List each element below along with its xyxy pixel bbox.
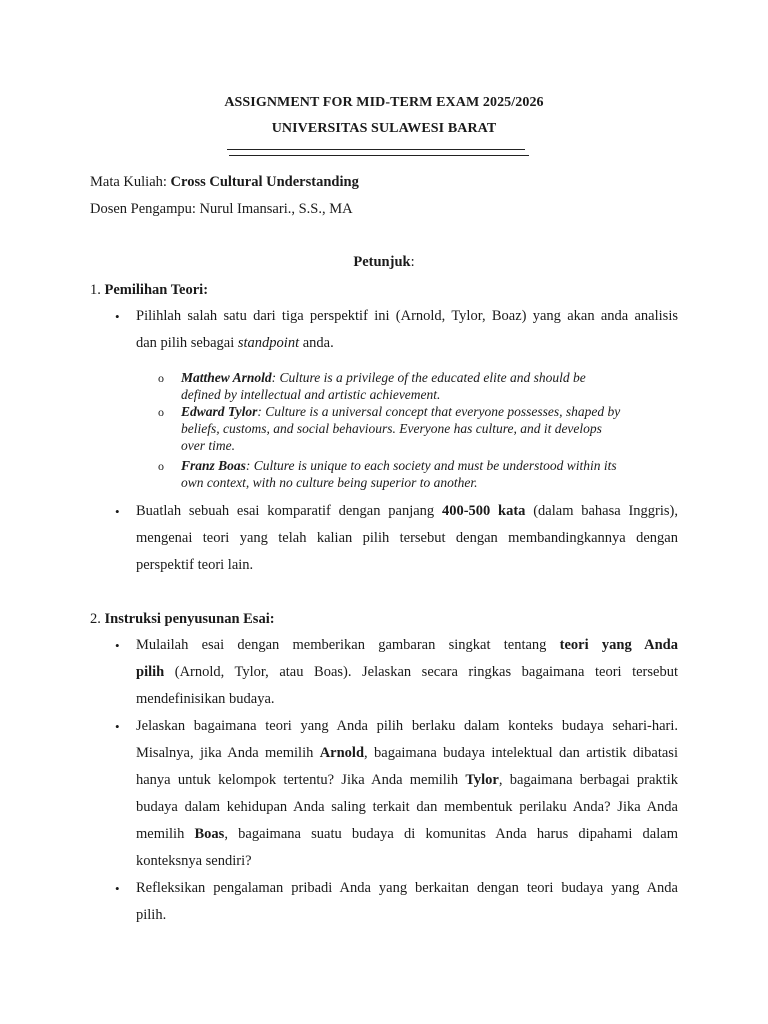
bullet-icon: • [115, 638, 120, 653]
lecturer-line: Dosen Pengampu: Nurul Imansari., S.S., MA [90, 201, 353, 217]
sub-bullet-icon: o [158, 371, 164, 385]
course-name: Cross Cultural Understanding [170, 174, 359, 190]
section-2-title: Instruksi penyusunan Esai: [104, 611, 275, 627]
title-divider-top [227, 149, 525, 150]
list-item: Refleksikan pengalaman pribadi Anda yang berkaitan dengan teori budaya yang Anda pilih. [136, 880, 678, 923]
section-1-title: Pemilihan Teori: [104, 282, 209, 298]
theory-tylor: Edward Tylor: Culture is a universal concept that everyone possesses, shaped by beliefs, customs, and social behaviours. Everyone has culture, and it develops over time. [181, 404, 621, 453]
theory-arnold: Matthew Arnold: Culture is a privilege of the educated elite and should be defined by intellectual and artistic achievement. [181, 370, 586, 402]
section-1-number: 1. [90, 282, 105, 298]
course-label: Mata Kuliah: [90, 174, 171, 190]
sub-bullet-icon: o [158, 405, 164, 419]
list-item: Buatlah sebuah esai komparatif dengan panjang 400-500 kata (dalam bahasa Inggris), mengenai teori yang telah kalian pilih tersebut dengan membandingkannya dengan perspektif teori lain. [136, 503, 678, 573]
theory-boas: Franz Boas: Culture is unique to each society and must be understood within its own context, with no culture being superior to another. [181, 458, 617, 490]
bullet-icon: • [115, 719, 120, 734]
course-line [90, 174, 359, 191]
bullet-icon: • [115, 504, 120, 519]
bullet-icon: • [115, 309, 120, 324]
university-name: UNIVERSITAS SULAWESI BARAT [271, 121, 497, 136]
sub-bullet-icon: o [158, 459, 164, 473]
title-divider-bottom [229, 155, 529, 156]
instructions-heading: Petunjuk: [353, 254, 415, 270]
section-2-number: 2. [90, 611, 105, 627]
section-2-heading [90, 611, 275, 628]
list-item: Mulailah esai dengan memberikan gambaran singkat tentang teori yang Anda pilih (Arnold, Tylor, atau Boas). Jelaskan secara ringkas bagaimana teori tersebut mendefinisikan budaya. [136, 637, 679, 707]
document-title: ASSIGNMENT FOR MID-TERM EXAM 2025/2026 [224, 95, 544, 110]
section-1-heading [90, 282, 208, 299]
list-item: Jelaskan bagaimana teori yang Anda pilih berlaku dalam konteks budaya sehari-hari. Misalnya, jika Anda memilih Arnold, bagaimana budaya intelektual dan artistik dibatasi hanya untuk kelompok tertentu? Jika Anda memilih Tylor, bagaimana berbagai praktik budaya dalam kehidupan Anda saling terkait dan membentuk perilaku Anda? Jika Anda memilih Boas, bagaimana suatu budaya di komunitas Anda harus dipahami dalam konteksnya sendiri? [136, 718, 678, 869]
list-item: Pilihlah salah satu dari tiga perspektif ini (Arnold, Tylor, Boaz) yang akan anda analisis dan pilih sebagai standpoint anda. [136, 308, 678, 351]
bullet-icon: • [115, 881, 120, 896]
